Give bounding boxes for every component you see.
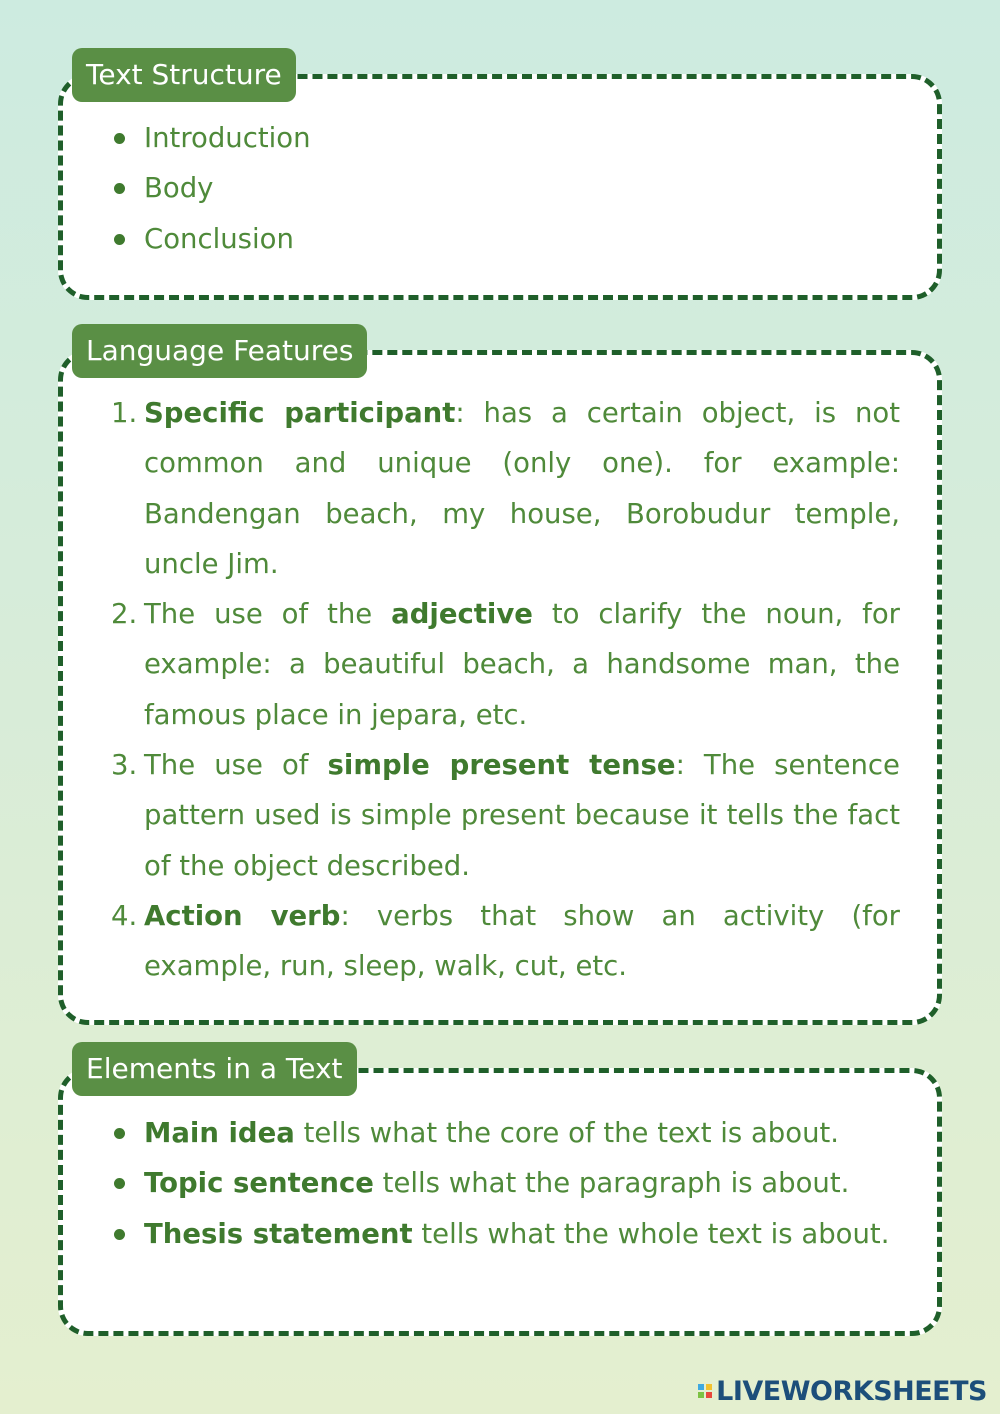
logo-square	[698, 1384, 704, 1390]
term: adjective	[391, 598, 533, 631]
liveworksheets-logo-icon	[698, 1384, 712, 1398]
item-number: 1.	[111, 397, 138, 429]
list-item	[111, 740, 900, 891]
item-number: 3.	[111, 749, 138, 782]
term: Specific participant	[144, 397, 456, 429]
description: tells what the whole text is about.	[412, 1217, 890, 1250]
list-item	[144, 1158, 900, 1208]
term: Thesis statement	[144, 1217, 413, 1250]
logo-square	[706, 1384, 712, 1390]
item-number: 4.	[111, 899, 138, 932]
lead-text: The use of	[144, 749, 328, 782]
term: Action verb	[144, 899, 341, 932]
description: tells what the paragraph is about.	[373, 1167, 850, 1200]
description: to clarify the noun, for example: a beautiful beach, a handsome man, the famous place in jepara, etc.	[144, 598, 900, 731]
logo-text: LIVEWORKSHEETS	[716, 1375, 987, 1407]
list-item	[111, 891, 900, 992]
elements-list	[144, 1108, 900, 1259]
description: tells what the core of the text is about.	[294, 1117, 840, 1149]
language-features-list	[111, 388, 900, 992]
text-structure-list	[144, 113, 960, 264]
logo-square	[706, 1392, 712, 1398]
item-number: 2.	[111, 598, 138, 631]
list-item: Body	[144, 163, 960, 213]
term: simple present tense	[327, 749, 676, 782]
term: Main idea	[144, 1117, 295, 1149]
list-item: Conclusion	[144, 214, 960, 264]
logo-square	[698, 1392, 704, 1398]
description: : The sentence pattern used is simple present because it tells the fact of the object described.	[144, 749, 900, 882]
list-item	[144, 1108, 900, 1158]
description: : verbs that show an activity (for example, run, sleep, walk, cut, etc.	[144, 899, 900, 983]
list-item	[144, 1209, 900, 1259]
term: Topic sentence	[144, 1167, 374, 1200]
lead-text: The use of the	[144, 598, 392, 631]
list-item: Introduction	[144, 113, 960, 163]
list-item	[111, 589, 900, 740]
list-item	[111, 388, 900, 589]
language-features-title: Language Features	[72, 324, 367, 378]
description: : has a certain object, is not common and unique (only one). for example: Bandengan beach, my house, Borobudur temple, uncle Jim.	[144, 397, 900, 580]
elements-title: Elements in a Text	[72, 1042, 357, 1096]
liveworksheets-logo[interactable]	[698, 1376, 987, 1406]
text-structure-title: Text Structure	[72, 48, 296, 102]
